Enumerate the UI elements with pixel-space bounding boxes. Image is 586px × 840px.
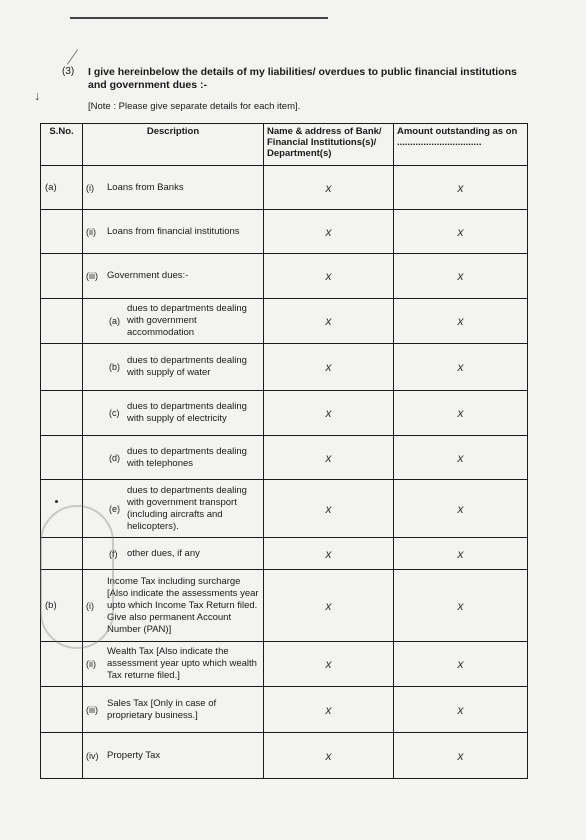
row-description-text: dues to departments dealing with supply of water [127,355,247,378]
row-description [83,391,264,436]
row-description-text: Government dues:- [107,270,189,281]
table-row [41,391,528,436]
row-description-text: Property Tax [107,749,161,761]
header-description: Description [83,124,264,166]
table-header-row [41,124,528,166]
row-description-text: Loans from financial institutions [107,225,240,237]
row-description [83,480,264,538]
row-sno [41,254,83,299]
row-description [83,538,264,570]
row-roman-numeral: (ii) [86,659,96,669]
row-amount-mark: x [394,436,528,480]
row-sno [41,391,83,436]
top-rule [70,17,328,19]
row-bank-mark: x [264,166,394,210]
item-number: (3) [62,66,75,77]
liabilities-table [40,123,528,779]
table-row [41,538,528,570]
row-sno [41,436,83,480]
row-amount-mark: x [394,210,528,254]
pen-stroke [67,49,78,64]
row-description-text: dues to departments dealing with telephones [127,445,247,469]
row-description [83,687,264,733]
row-sno [41,299,83,344]
row-amount-mark: x [394,538,528,570]
row-bank-mark: x [264,733,394,779]
table-row [41,299,528,344]
row-sno [41,344,83,391]
header-sno: S.No. [41,124,83,166]
row-description-text: Sales Tax [Only in case of proprietary business.] [107,697,217,721]
row-sub-letter: (a) [109,316,120,326]
row-amount-mark: x [394,687,528,733]
row-description [83,733,264,779]
row-description [83,436,264,480]
row-amount-mark: x [394,166,528,210]
header-amount: Amount outstanding as on ................................ [394,124,528,166]
row-sub-letter: (e) [109,503,120,514]
ink-dot [55,500,58,503]
row-bank-mark: x [264,210,394,254]
row-description-text: Wealth Tax [Also indicate the assessment year upto which wealth Tax returne filed.] [107,646,257,681]
row-amount-mark: x [394,391,528,436]
row-sno [41,733,83,779]
table-row [41,480,528,538]
row-bank-mark: x [264,687,394,733]
row-sno [41,210,83,254]
table-row [41,570,528,642]
table-row [41,687,528,733]
row-bank-mark: x [264,344,394,391]
row-description-text: dues to departments dealing with government accommodation [127,303,247,338]
table-row [41,733,528,779]
row-sno: (a) [41,166,83,210]
intro-text: I give hereinbelow the details of my liabilities/ overdues to public financial institutions and government dues :- [88,66,517,91]
row-amount-mark: x [394,254,528,299]
row-bank-mark: x [264,570,394,642]
row-sno: (b) [41,570,83,642]
row-sno [41,687,83,733]
row-sub-letter: (f) [109,548,118,559]
row-amount-mark: x [394,480,528,538]
row-roman-numeral: (iii) [86,704,98,715]
row-sno [41,480,83,538]
row-description-text: dues to departments dealing with government transport (including aircrafts and helicopters). [127,484,247,532]
row-sno [41,642,83,687]
table-row [41,166,528,210]
row-roman-numeral: (i) [86,600,94,611]
header-bank: Name & address of Bank/ Financial Institutions(s)/ Department(s) [264,124,394,166]
row-description [83,254,264,299]
row-bank-mark: x [264,480,394,538]
table-row [41,210,528,254]
row-sub-letter: (c) [109,408,120,418]
row-description [83,299,264,344]
row-description [83,166,264,210]
row-amount-mark: x [394,642,528,687]
row-amount-mark: x [394,344,528,391]
row-sno [41,538,83,570]
row-description-text: other dues, if any [127,547,200,559]
row-bank-mark: x [264,436,394,480]
row-amount-mark: x [394,299,528,344]
row-bank-mark: x [264,299,394,344]
table-row [41,344,528,391]
row-bank-mark: x [264,642,394,687]
row-roman-numeral: (i) [86,182,94,193]
row-description-text: dues to departments dealing with supply of electricity [127,401,247,424]
row-description [83,642,264,687]
row-bank-mark: x [264,254,394,299]
row-sub-letter: (d) [109,452,120,463]
row-description [83,570,264,642]
row-description-text: Loans from Banks [107,181,184,193]
row-description-text: Income Tax including surcharge [Also indicate the assessments year upto which Income Tax Return filed. Give also permanent Account Number (PAN)] [107,575,259,635]
row-amount-mark: x [394,570,528,642]
row-roman-numeral: (iii) [86,271,98,281]
row-description [83,344,264,391]
row-sub-letter: (b) [109,362,120,372]
margin-mark: ↓ [34,88,41,103]
table-row [41,436,528,480]
row-amount-mark: x [394,733,528,779]
row-roman-numeral: (iv) [86,750,99,761]
table-row [41,642,528,687]
row-description [83,210,264,254]
row-bank-mark: x [264,538,394,570]
row-roman-numeral: (ii) [86,226,96,237]
note-text: [Note : Please give separate details for each item]. [88,101,301,112]
row-bank-mark: x [264,391,394,436]
table-row [41,254,528,299]
